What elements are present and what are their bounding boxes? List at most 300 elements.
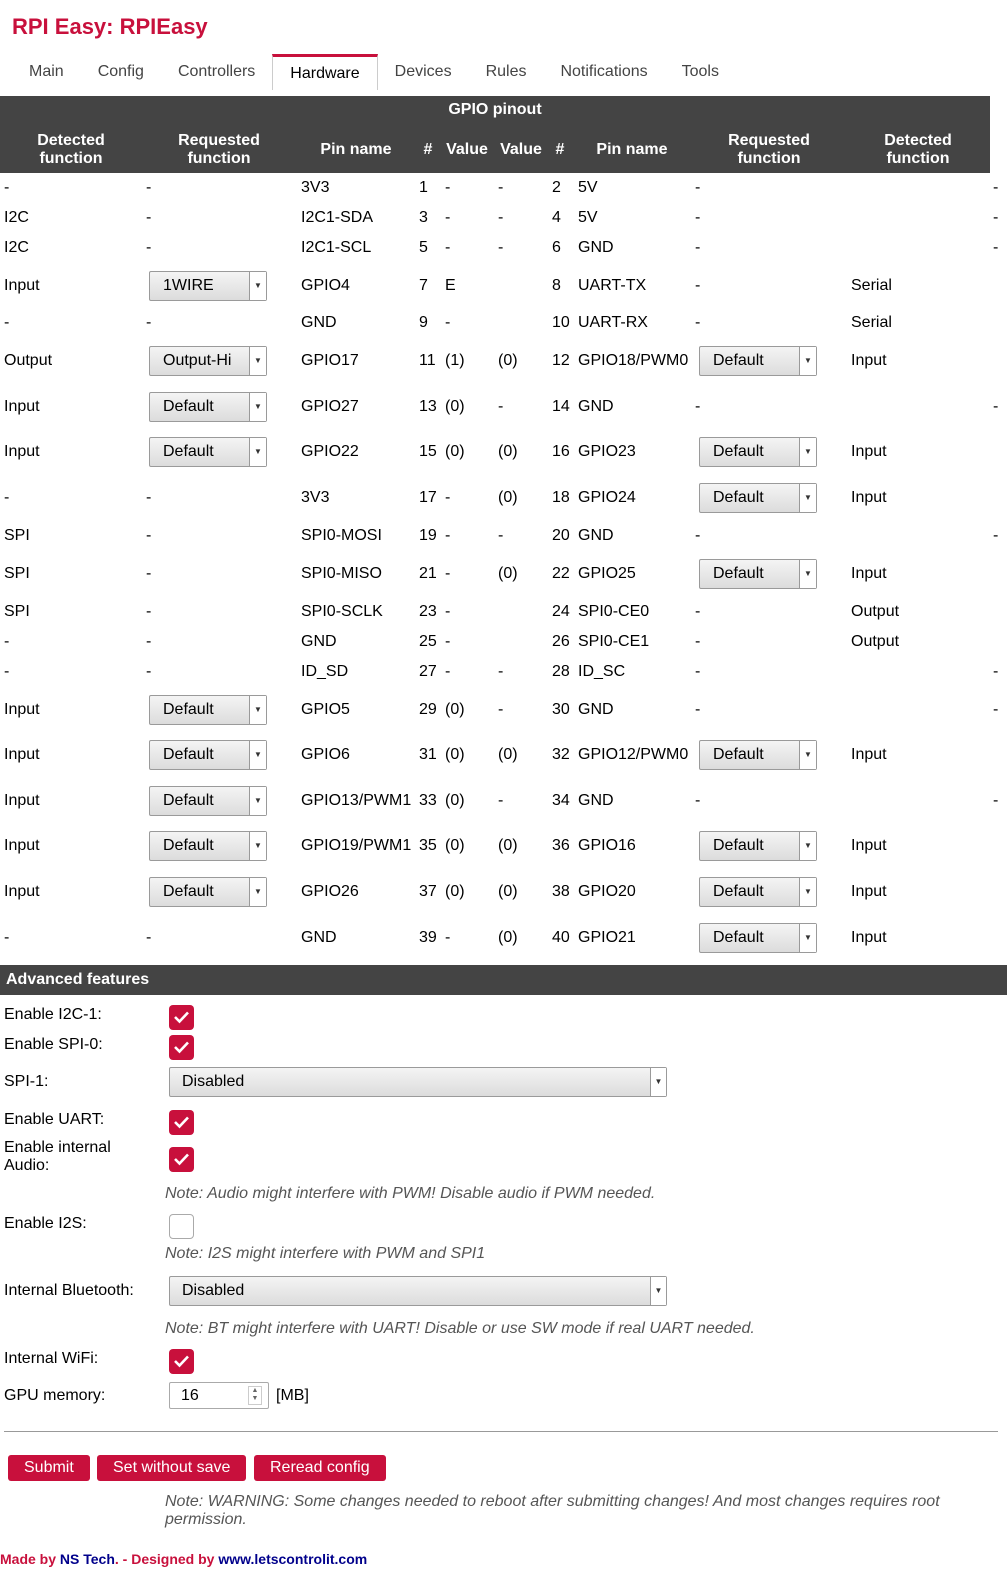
- pin-name-left: GPIO5: [301, 701, 350, 718]
- chevron-down-icon: ▼: [799, 347, 816, 375]
- pin-name-left: GPIO26: [301, 883, 359, 900]
- requested-function-left: -: [146, 209, 152, 226]
- header-value-left: Value: [446, 141, 488, 158]
- detected-function-right: -: [993, 179, 999, 196]
- header-detected-function-right: Detected function: [884, 132, 952, 167]
- pin-name-right: GND: [578, 701, 614, 718]
- value-right: -: [498, 239, 504, 256]
- pin-number-right: 4: [552, 209, 561, 226]
- enable-audio-checkbox[interactable]: [169, 1147, 194, 1172]
- pin-name-right: GPIO23: [578, 443, 636, 460]
- detected-function-left: Input: [4, 443, 40, 460]
- chevron-down-icon: ▼: [249, 878, 266, 906]
- chevron-down-icon: ▼: [650, 1068, 666, 1096]
- chevron-down-icon: ▼: [249, 272, 266, 300]
- pin-number-left: 13: [419, 398, 437, 415]
- requested-function-left-select-value: Default: [163, 701, 214, 718]
- requested-function-right-select[interactable]: [699, 923, 817, 953]
- requested-function-left-select-value: 1WIRE: [163, 277, 214, 294]
- value-right: (0): [498, 443, 518, 460]
- chevron-down-icon: ▼: [799, 438, 816, 466]
- chevron-down-icon: ▼: [799, 924, 816, 952]
- table-row: [0, 233, 1007, 263]
- spi1-select-value: Disabled: [182, 1073, 245, 1090]
- enable-i2s-checkbox[interactable]: [169, 1214, 194, 1239]
- detected-function-right: Serial: [851, 277, 892, 294]
- requested-function-left: -: [146, 633, 152, 650]
- pin-name-left: GND: [301, 633, 337, 650]
- chevron-down-icon: ▼: [650, 1277, 666, 1305]
- requested-function-right-select[interactable]: [699, 877, 817, 907]
- letscontrolit-link[interactable]: www.letscontrolit.com: [218, 1551, 368, 1567]
- chevron-down-icon: ▼: [799, 741, 816, 769]
- requested-function-left-select[interactable]: [149, 740, 267, 770]
- checkmark-icon: [173, 1115, 190, 1129]
- detected-function-left: -: [4, 633, 10, 650]
- enable-i2s-label: Enable I2S:: [4, 1215, 87, 1232]
- pin-number-left: 37: [419, 883, 437, 900]
- requested-function-left-select-value: Default: [163, 398, 214, 415]
- tab-main[interactable]: Main: [29, 63, 64, 80]
- pin-name-left: GPIO13/PWM1: [301, 792, 412, 809]
- detected-function-right: -: [993, 398, 999, 415]
- enable-audio-label: Enable internal Audio:: [4, 1139, 111, 1174]
- requested-function-left-select[interactable]: [149, 831, 267, 861]
- value-left: -: [445, 565, 451, 582]
- pin-name-right: GPIO20: [578, 883, 636, 900]
- requested-function-right-select-value: Default: [713, 929, 764, 946]
- value-left: -: [445, 209, 451, 226]
- requested-function-right: -: [695, 603, 701, 620]
- requested-function-right-select[interactable]: [699, 346, 817, 376]
- value-right: -: [498, 792, 504, 809]
- audio-note: Note: Audio might interfere with PWM! Disable audio if PWM needed.: [165, 1185, 656, 1202]
- submit-button[interactable]: Submit: [8, 1455, 90, 1481]
- requested-function-left: -: [146, 527, 152, 544]
- detected-function-right: Input: [851, 929, 887, 946]
- requested-function-left-select-value: Output-Hi: [163, 352, 232, 369]
- detected-function-left: -: [4, 179, 10, 196]
- gpu-memory-input[interactable]: [169, 1382, 269, 1409]
- pin-name-right: UART-TX: [578, 277, 647, 294]
- table-row: [0, 779, 1007, 823]
- value-left: -: [445, 527, 451, 544]
- detected-function-left: -: [4, 663, 10, 680]
- requested-function-right: -: [695, 314, 701, 331]
- value-left: -: [445, 489, 451, 506]
- value-left: -: [445, 663, 451, 680]
- tab-tools[interactable]: Tools: [681, 63, 719, 80]
- chevron-down-icon: ▼: [799, 484, 816, 512]
- detected-function-right: -: [993, 527, 999, 544]
- header-pin-name-left: Pin name: [320, 141, 392, 158]
- detected-function-left: SPI: [4, 565, 30, 582]
- table-row: [0, 688, 1007, 732]
- enable-uart-label: Enable UART:: [4, 1111, 105, 1128]
- checkmark-icon: [173, 1040, 190, 1054]
- detected-function-left: SPI: [4, 603, 30, 620]
- requested-function-left: -: [146, 179, 152, 196]
- enable-i2c1-label: Enable I2C-1:: [4, 1006, 102, 1023]
- pin-name-left: GPIO27: [301, 398, 359, 415]
- table-row: [0, 430, 1007, 474]
- pin-number-right: 40: [552, 929, 570, 946]
- set-without-save-button[interactable]: Set without save: [97, 1455, 246, 1481]
- pin-number-right: 22: [552, 565, 570, 582]
- detected-function-right: Output: [851, 603, 900, 620]
- footer-made-by: Made by: [0, 1551, 57, 1567]
- value-left: -: [445, 314, 451, 331]
- requested-function-left-select[interactable]: [149, 392, 267, 422]
- value-left: -: [445, 929, 451, 946]
- value-left: -: [445, 633, 451, 650]
- page-title: RPI Easy: RPIEasy: [12, 14, 208, 39]
- detected-function-right: -: [993, 663, 999, 680]
- chevron-down-icon: ▼: [249, 741, 266, 769]
- detected-function-left: -: [4, 929, 10, 946]
- table-row: [0, 657, 1007, 687]
- requested-function-right: -: [695, 277, 701, 294]
- pin-number-left: 15: [419, 443, 437, 460]
- pin-number-right: 8: [552, 277, 561, 294]
- value-left: (0): [445, 443, 465, 460]
- value-right: (0): [498, 352, 518, 369]
- table-row: [0, 824, 1007, 868]
- header-pin-number-right: #: [555, 141, 565, 158]
- value-right: -: [498, 701, 504, 718]
- gpio-table-header: [0, 96, 990, 173]
- header-value-right: Value: [500, 141, 542, 158]
- value-right: -: [498, 209, 504, 226]
- pin-name-left: SPI0-SCLK: [301, 603, 383, 620]
- bluetooth-note: Note: BT might interfere with UART! Disable or use SW mode if real UART needed.: [165, 1320, 755, 1337]
- bluetooth-select-value: Disabled: [182, 1282, 245, 1299]
- value-right: (0): [498, 837, 518, 854]
- detected-function-right: Serial: [851, 314, 892, 331]
- pin-number-right: 6: [552, 239, 561, 256]
- requested-function-right-select-value: Default: [713, 443, 764, 460]
- detected-function-left: -: [4, 489, 10, 506]
- table-row: [0, 339, 1007, 383]
- pin-number-left: 39: [419, 929, 437, 946]
- requested-function-left-select-value: Default: [163, 792, 214, 809]
- internal-bluetooth-label: Internal Bluetooth:: [4, 1282, 134, 1299]
- requested-function-right-select[interactable]: [699, 740, 817, 770]
- value-right: -: [498, 179, 504, 196]
- internal-bluetooth-select[interactable]: [169, 1276, 667, 1306]
- detected-function-right: Input: [851, 565, 887, 582]
- requested-function-right-select-value: Default: [713, 837, 764, 854]
- value-right: (0): [498, 489, 518, 506]
- value-right: -: [498, 527, 504, 544]
- chevron-down-icon: ▼: [249, 832, 266, 860]
- pin-name-right: UART-RX: [578, 314, 648, 331]
- pin-number-left: 7: [419, 277, 428, 294]
- tab-devices[interactable]: Devices: [394, 63, 452, 80]
- value-right: -: [498, 663, 504, 680]
- chevron-down-icon: ▼: [249, 347, 266, 375]
- header-requested-function-right: Requested function: [728, 132, 810, 167]
- detected-function-left: Input: [4, 277, 40, 294]
- pin-name-right: GPIO18/PWM0: [578, 352, 689, 369]
- requested-function-left: -: [146, 603, 152, 620]
- table-row: [0, 173, 1007, 203]
- pin-name-right: SPI0-CE1: [578, 633, 650, 650]
- enable-i2c1-checkbox[interactable]: [169, 1005, 194, 1030]
- pin-number-right: 20: [552, 527, 570, 544]
- header-requested-function-left: Requested function: [178, 132, 260, 167]
- value-left: (0): [445, 746, 465, 763]
- table-row: [0, 870, 1007, 914]
- pin-number-right: 26: [552, 633, 570, 650]
- pin-number-left: 21: [419, 565, 437, 582]
- pin-name-left: GPIO4: [301, 277, 350, 294]
- pin-number-left: 19: [419, 527, 437, 544]
- spi1-select[interactable]: [169, 1067, 667, 1097]
- requested-function-right: -: [695, 527, 701, 544]
- pin-number-left: 29: [419, 701, 437, 718]
- requested-function-right: -: [695, 209, 701, 226]
- value-right: (0): [498, 929, 518, 946]
- detected-function-left: Input: [4, 701, 40, 718]
- tab-hardware[interactable]: Hardware: [272, 54, 377, 90]
- requested-function-left: -: [146, 239, 152, 256]
- pin-number-right: 24: [552, 603, 570, 620]
- value-left: (0): [445, 701, 465, 718]
- table-row: [0, 264, 1007, 308]
- value-right: -: [498, 398, 504, 415]
- pin-name-right: ID_SC: [578, 663, 626, 680]
- detected-function-left: I2C: [4, 239, 29, 256]
- advanced-features-header: Advanced features: [0, 965, 1007, 995]
- gpu-memory-unit: [MB]: [276, 1387, 309, 1404]
- value-left: E: [445, 277, 456, 294]
- requested-function-left-select[interactable]: [149, 695, 267, 725]
- value-left: -: [445, 603, 451, 620]
- requested-function-right-select-value: Default: [713, 565, 764, 582]
- value-right: (0): [498, 565, 518, 582]
- pin-name-left: ID_SD: [301, 663, 349, 680]
- requested-function-right: -: [695, 701, 701, 718]
- footer: [0, 1551, 367, 1567]
- detected-function-right: -: [993, 792, 999, 809]
- pin-name-right: GPIO25: [578, 565, 636, 582]
- pin-number-left: 31: [419, 746, 437, 763]
- pin-number-left: 9: [419, 314, 428, 331]
- table-row: [0, 476, 1007, 520]
- header-pin-number-left: #: [423, 141, 433, 158]
- requested-function-left-select[interactable]: [149, 786, 267, 816]
- requested-function-left: -: [146, 565, 152, 582]
- pin-number-right: 34: [552, 792, 570, 809]
- value-left: (0): [445, 837, 465, 854]
- pin-number-left: 27: [419, 663, 437, 680]
- detected-function-left: -: [4, 314, 10, 331]
- pin-name-right: GND: [578, 792, 614, 809]
- pin-name-left: I2C1-SDA: [301, 209, 374, 226]
- spi1-label: SPI-1:: [4, 1073, 49, 1090]
- detected-function-left: Output: [4, 352, 53, 369]
- tab-rules[interactable]: Rules: [485, 63, 527, 80]
- pin-name-right: GPIO24: [578, 489, 636, 506]
- pin-number-right: 28: [552, 663, 570, 680]
- chevron-down-icon: ▼: [799, 878, 816, 906]
- pin-number-left: 11: [419, 352, 436, 369]
- pin-name-left: GPIO19/PWM1: [301, 837, 412, 854]
- table-row: [0, 916, 1007, 960]
- value-right: (0): [498, 746, 518, 763]
- pin-number-left: 33: [419, 792, 437, 809]
- detected-function-left: Input: [4, 837, 40, 854]
- requested-function-left-select[interactable]: [149, 877, 267, 907]
- table-row: [0, 627, 1007, 657]
- pin-number-left: 3: [419, 209, 428, 226]
- reread-config-button[interactable]: Reread config: [254, 1455, 386, 1481]
- requested-function-right: -: [695, 792, 701, 809]
- enable-spi0-label: Enable SPI-0:: [4, 1036, 103, 1053]
- detected-function-left: Input: [4, 883, 40, 900]
- requested-function-right: -: [695, 663, 701, 680]
- detected-function-right: -: [993, 209, 999, 226]
- detected-function-right: Output: [851, 633, 900, 650]
- pin-name-right: GPIO12/PWM0: [578, 746, 689, 763]
- detected-function-right: Input: [851, 443, 887, 460]
- detected-function-right: Input: [851, 489, 887, 506]
- table-row: [0, 385, 1007, 429]
- detected-function-right: Input: [851, 883, 887, 900]
- requested-function-right-select-value: Default: [713, 489, 764, 506]
- checkmark-icon: [173, 1354, 190, 1368]
- detected-function-left: Input: [4, 746, 40, 763]
- requested-function-right: -: [695, 239, 701, 256]
- i2s-note: Note: I2S might interfere with PWM and SPI1: [165, 1245, 486, 1262]
- pin-number-right: 38: [552, 883, 570, 900]
- pin-name-right: 5V: [578, 179, 598, 196]
- requested-function-left-select-value: Default: [163, 746, 214, 763]
- requested-function-right: -: [695, 398, 701, 415]
- pin-number-left: 5: [419, 239, 428, 256]
- table-row: [0, 521, 1007, 551]
- pin-number-right: 18: [552, 489, 570, 506]
- pin-name-right: GND: [578, 527, 614, 544]
- pin-number-right: 12: [552, 352, 570, 369]
- requested-function-right-select[interactable]: [699, 483, 817, 513]
- pin-number-right: 16: [552, 443, 570, 460]
- table-row: [0, 552, 1007, 596]
- pin-name-right: GPIO21: [578, 929, 636, 946]
- pin-name-left: GND: [301, 929, 337, 946]
- requested-function-left-select[interactable]: [149, 271, 267, 301]
- detected-function-left: Input: [4, 792, 40, 809]
- pin-name-left: 3V3: [301, 179, 330, 196]
- requested-function-left-select-value: Default: [163, 837, 214, 854]
- requested-function-right-select-value: Default: [713, 883, 764, 900]
- detected-function-right: Input: [851, 352, 887, 369]
- main-tabs: [12, 54, 736, 90]
- requested-function-right-select[interactable]: [699, 831, 817, 861]
- footer-designed-by: . - Designed by: [114, 1551, 215, 1567]
- pin-number-right: 36: [552, 837, 570, 854]
- requested-function-right-select[interactable]: [699, 559, 817, 589]
- tab-config[interactable]: Config: [97, 63, 144, 80]
- requested-function-left: -: [146, 489, 152, 506]
- chevron-down-icon: ▼: [249, 787, 266, 815]
- gpu-memory-value: 16: [181, 1387, 199, 1404]
- value-left: -: [445, 239, 451, 256]
- gpio-pinout-title: GPIO pinout: [448, 101, 542, 118]
- pin-name-right: GND: [578, 239, 614, 256]
- requested-function-right-select-value: Default: [713, 746, 764, 763]
- chevron-down-icon: ▼: [799, 560, 816, 588]
- requested-function-left: -: [146, 314, 152, 331]
- requested-function-right-select-value: Default: [713, 352, 764, 369]
- value-left: (0): [445, 883, 465, 900]
- checkmark-icon: [173, 1152, 190, 1166]
- detected-function-right: -: [993, 701, 999, 718]
- header-detected-function-left: Detected function: [37, 132, 105, 167]
- requested-function-left-select[interactable]: [149, 346, 267, 376]
- requested-function-right: -: [695, 179, 701, 196]
- tab-controllers[interactable]: Controllers: [177, 63, 256, 80]
- internal-wifi-checkbox[interactable]: [169, 1349, 194, 1374]
- requested-function-left: -: [146, 663, 152, 680]
- pin-number-left: 17: [419, 489, 437, 506]
- requested-function-right-select[interactable]: [699, 437, 817, 467]
- pin-name-right: GND: [578, 398, 614, 415]
- value-left: (1): [445, 352, 465, 369]
- pin-number-right: 32: [552, 746, 570, 763]
- detected-function-right: Input: [851, 746, 887, 763]
- chevron-down-icon: ▼: [249, 393, 266, 421]
- requested-function-left-select[interactable]: [149, 437, 267, 467]
- table-row: [0, 597, 1007, 627]
- pin-name-left: SPI0-MOSI: [301, 527, 382, 544]
- pin-name-left: GPIO22: [301, 443, 359, 460]
- spinner-arrows-icon[interactable]: ▲ ▼: [248, 1386, 262, 1405]
- enable-uart-checkbox[interactable]: [169, 1110, 194, 1135]
- table-row: [0, 733, 1007, 777]
- gpu-memory-label: GPU memory:: [4, 1387, 106, 1404]
- pin-number-left: 1: [419, 179, 428, 196]
- requested-function-left-select-value: Default: [163, 883, 214, 900]
- pin-name-left: GPIO17: [301, 352, 359, 369]
- table-row: [0, 203, 1007, 233]
- ns-tech-link[interactable]: NS Tech: [59, 1551, 115, 1567]
- value-right: (0): [498, 883, 518, 900]
- internal-wifi-label: Internal WiFi:: [4, 1350, 99, 1367]
- pin-number-right: 30: [552, 701, 570, 718]
- pin-name-left: GND: [301, 314, 337, 331]
- pin-name-left: SPI0-MISO: [301, 565, 382, 582]
- detected-function-left: Input: [4, 398, 40, 415]
- pin-number-left: 23: [419, 603, 437, 620]
- chevron-down-icon: ▼: [249, 696, 266, 724]
- chevron-down-icon: ▼: [799, 832, 816, 860]
- detected-function-left: I2C: [4, 209, 29, 226]
- tab-notifications[interactable]: Notifications: [560, 63, 648, 80]
- pin-number-right: 2: [552, 179, 561, 196]
- detected-function-right: Input: [851, 837, 887, 854]
- requested-function-left: -: [146, 929, 152, 946]
- requested-function-right: -: [695, 633, 701, 650]
- requested-function-left-select-value: Default: [163, 443, 214, 460]
- pin-name-left: GPIO6: [301, 746, 350, 763]
- detected-function-left: SPI: [4, 527, 30, 544]
- value-left: (0): [445, 398, 465, 415]
- pin-name-right: SPI0-CE0: [578, 603, 650, 620]
- pin-name-left: 3V3: [301, 489, 330, 506]
- enable-spi0-checkbox[interactable]: [169, 1035, 194, 1060]
